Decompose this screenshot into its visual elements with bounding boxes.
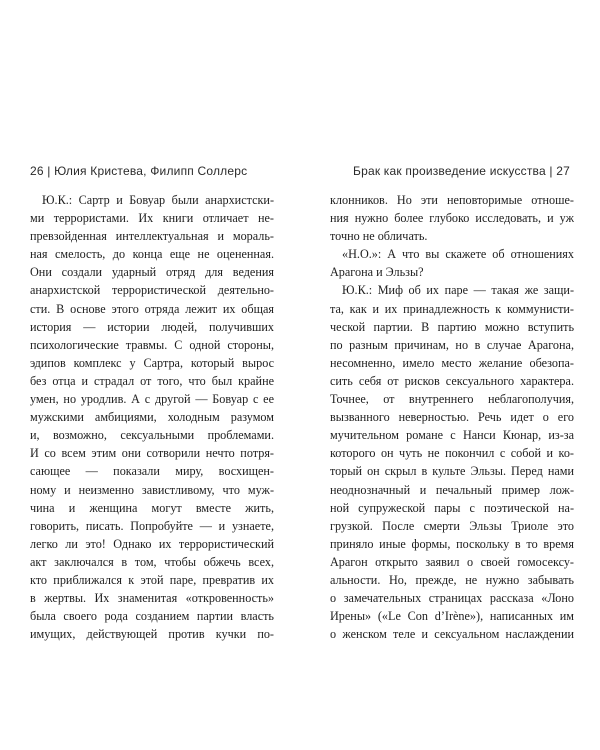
text-line: ческой партии. В партию можно вступить xyxy=(330,319,574,334)
text-line: приняло иные формы, поскольку в то время xyxy=(330,536,574,551)
text-line: мучительном романе с Нанси Кюнар, из-за xyxy=(330,428,574,443)
text-line: ная смелость, до конца еще не оцененная. xyxy=(30,247,274,262)
text-line: «Н.О.»: А что вы скажете об отношениях xyxy=(342,247,574,262)
text-line: имущих, действующей против кучки по- xyxy=(30,627,274,642)
text-line: та, как и их принадлежность к коммунисти- xyxy=(330,301,574,316)
text-line: анархистской террористической деятельно- xyxy=(30,283,274,298)
text-line: чина и женщина могут вместе жить, xyxy=(30,500,274,515)
text-line: ми террористами. Их книги отличает не- xyxy=(30,211,274,226)
text-line: грузкой. После смерти Эльзы Триоле это xyxy=(330,518,574,533)
text-line: торый он скрыл в культе Эльзы. Перед нами xyxy=(330,464,574,479)
text-line: несомненно, имело место желание обезопа- xyxy=(330,355,574,370)
text-line: ния нужно более глубоко исследовать, и уж xyxy=(330,211,574,226)
text-line: И со всем этим они сотворили нечто потря- xyxy=(30,446,274,461)
text-line: которого он чуть не покончил с собой и ко- xyxy=(330,446,574,461)
text-line: умен, но уродлив. А с другой — Бовуар с ее xyxy=(30,392,274,407)
right-running-header: Брак как произведение искусства | 27 xyxy=(353,164,570,178)
text-line: вызванного неверностью. Речь идет о его xyxy=(330,410,574,425)
text-line: точно не обличать. xyxy=(330,229,428,244)
text-line: говорить, писать. Попробуйте — и узнаете, xyxy=(30,518,274,533)
text-line: легко ли это! Однако их террористический xyxy=(30,536,274,551)
text-line: история — истории людей, получивших xyxy=(30,319,274,334)
text-line: сти. В основе этого отряда лежит их общая xyxy=(30,301,274,316)
right-body-text xyxy=(330,191,574,643)
text-line: Арагона и Эльзы? xyxy=(330,265,424,280)
text-line: Арагон открыто заявил о своей гомосексу- xyxy=(330,554,574,569)
text-line: без отца и страдал от того, что был крайне xyxy=(30,373,274,388)
left-running-header: 26 | Юлия Кристева, Филипп Соллерс xyxy=(30,164,248,178)
text-line: альности. Но, прежде, не нужно забывать xyxy=(330,572,574,587)
text-line: Ирены» («Le Con d’Irène»), написанных им xyxy=(330,609,574,624)
text-line: в жертвы. Их знаменитая «откровенность» xyxy=(30,591,274,606)
text-line: сить себя от рисков сексуального характера. xyxy=(330,373,574,388)
text-line: о замечательных страницах рассказа «Лоно xyxy=(330,591,574,606)
text-line: о женском теле и сексуальном наслаждении xyxy=(330,627,574,642)
text-line: неоднозначный и печальный пример лож- xyxy=(330,482,574,497)
text-line: сающее — показали миру, восхищен- xyxy=(30,464,274,479)
text-line: акт заключался в том, чтобы обжечь всех, xyxy=(30,554,274,569)
text-line: Ю.К.: Сартр и Бовуар были анархистски- xyxy=(42,193,274,207)
left-body-text xyxy=(30,191,274,643)
text-line: ной супружеской пары с поэтической на- xyxy=(330,500,574,515)
text-line: превзойденная интеллектуальная и мораль- xyxy=(30,229,274,244)
text-line: эдипов комплекс у Сартра, который вырос xyxy=(30,355,274,370)
right-page xyxy=(300,0,600,750)
text-line: Точнее, от внутреннего неблагополучия, xyxy=(330,392,574,407)
text-line: Они создали ударный отряд для ведения xyxy=(30,265,274,280)
text-line: и, возможно, сексуальными проблемами. xyxy=(30,428,274,443)
text-line: кто приближался к этой паре, превратив их xyxy=(30,572,274,587)
text-line: Ю.К.: Миф об их паре — такая же защи- xyxy=(342,283,574,298)
text-line: психологические травмы. С одной стороны, xyxy=(30,337,274,352)
text-line: ному и неизменно завистливому, что муж- xyxy=(30,482,274,497)
text-line: клонников. Но эти неповторимые отноше- xyxy=(330,193,574,207)
text-line: мужскими амбициями, холодным разумом xyxy=(30,410,274,425)
text-line: была своего рода созданием партии власть xyxy=(30,609,274,624)
text-line: по разным причинам, но в случае Арагона, xyxy=(330,337,574,352)
